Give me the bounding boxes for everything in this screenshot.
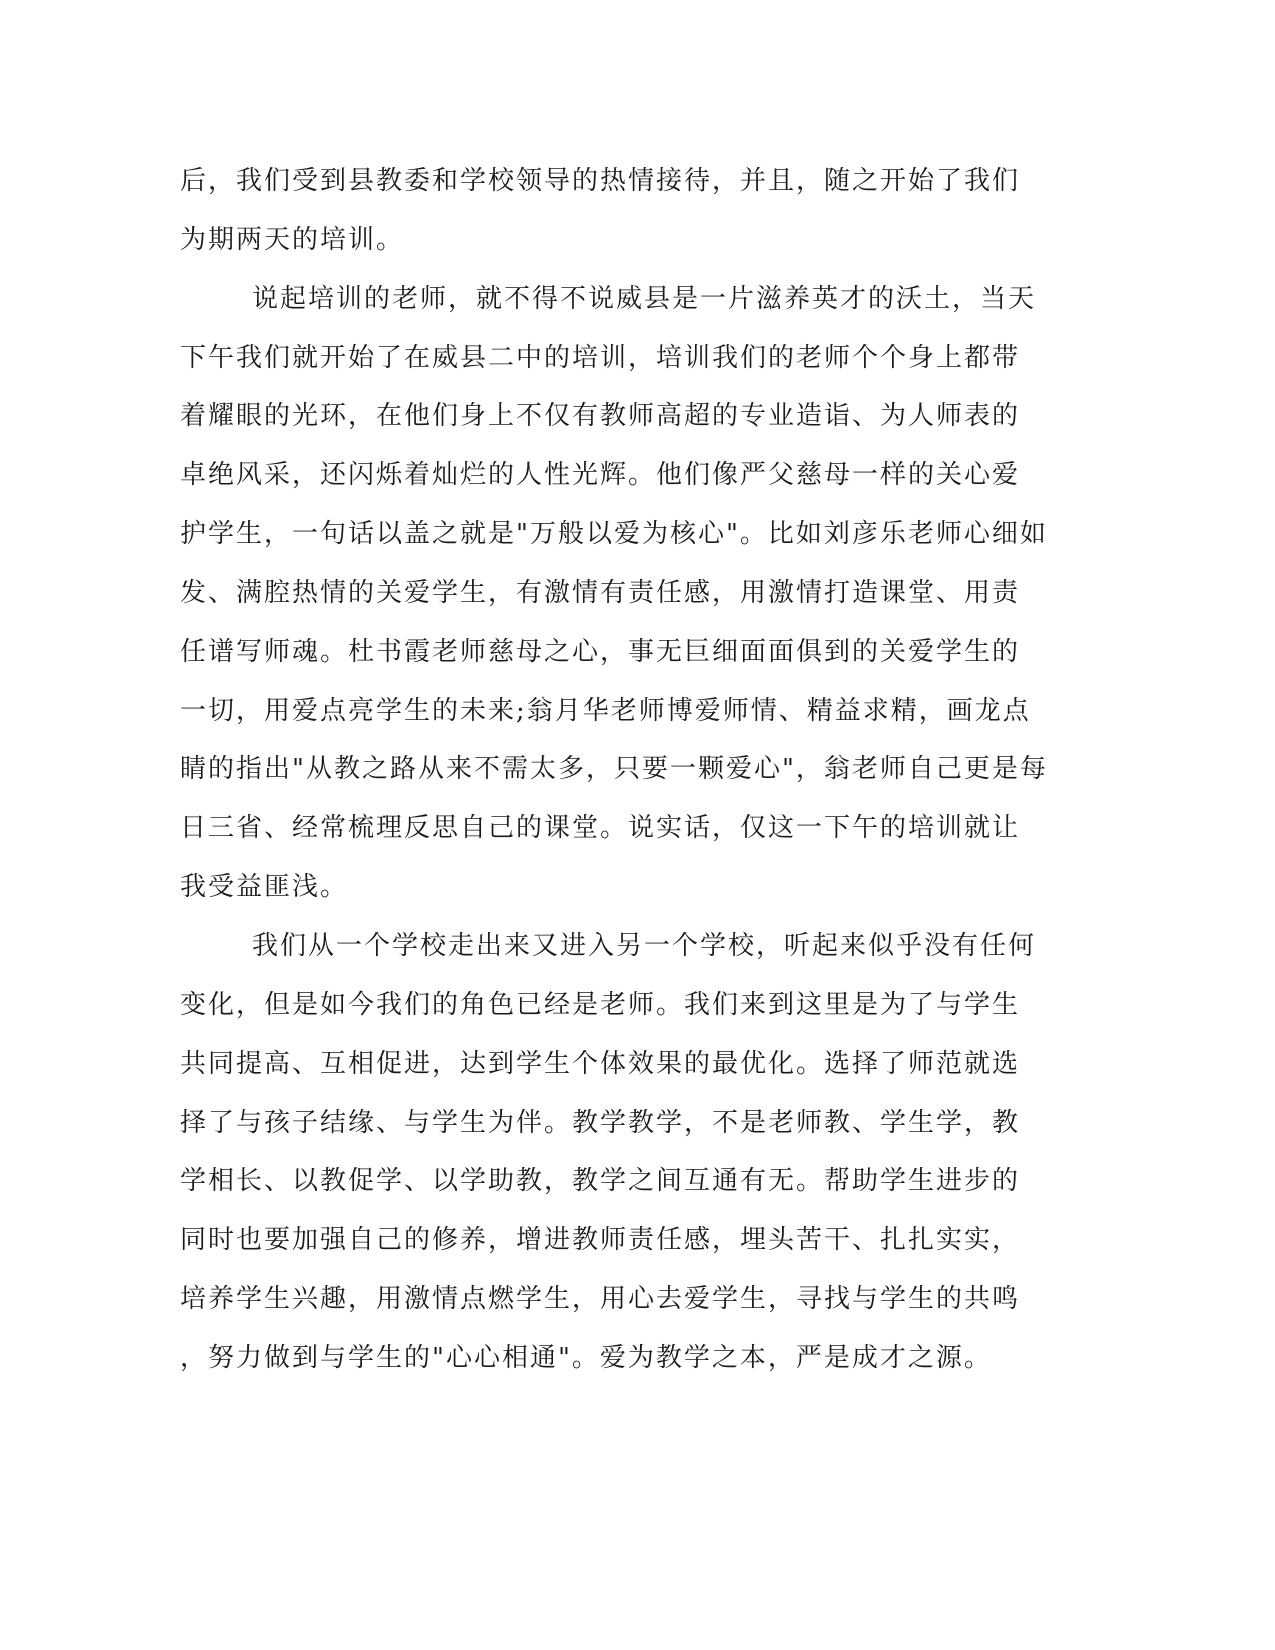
text-line: 睛的指出"从教之路从来不需太多，只要一颗爱心"，翁老师自己更是每: [180, 754, 1048, 785]
text-line: 着耀眼的光环，在他们身上不仅有教师高超的专业造诣、为人师表的: [180, 401, 1021, 432]
text-line: 共同提高、互相促进，达到学生个体效果的最优化。选择了师范就选: [180, 1048, 1021, 1079]
text-line: ，努力做到与学生的"心心相通"。爱为教学之本，严是成才之源。: [180, 1342, 992, 1373]
text-line: 护学生，一句话以盖之就是"万般以爱为核心"。比如刘彦乐老师心细如: [180, 519, 1048, 550]
text-line: 后，我们受到县教委和学校领导的热情接待，并且，随之开始了我们: [180, 166, 1021, 196]
text-line: 一切，用爱点亮学生的未来;翁月华老师博爱师情、精益求精，画龙点: [180, 695, 1031, 726]
text-line: 择了与孩子结缘、与学生为伴。教学教学，不是老师教、学生学，教: [180, 1107, 1021, 1138]
text-line: 培养学生兴趣，用激情点燃学生，用心去爱学生，寻找与学生的共鸣: [180, 1284, 1021, 1315]
text-line: 下午我们就开始了在威县二中的培训，培训我们的老师个个身上都带: [180, 342, 1021, 373]
text-line: 日三省、经常梳理反思自己的课堂。说实话，仅这一下午的培训就让: [180, 813, 1021, 844]
text-line: 为期两天的培训。: [180, 224, 405, 255]
text-line: 变化，但是如今我们的角色已经是老师。我们来到这里是为了与学生: [180, 989, 1021, 1020]
text-line: 我受益匪浅。: [180, 872, 349, 903]
text-line: 卓绝风采，还闪烁着灿烂的人性光辉。他们像严父慈母一样的关心爱: [180, 460, 1021, 491]
paragraph-first-line: 我们从一个学校走出来又进入另一个学校，听起来似乎没有任何: [252, 930, 1037, 961]
document-body: [180, 152, 1048, 1388]
text-line: 发、满腔热情的关爱学生，有激情有责任感，用激情打造课堂、用责: [180, 577, 1021, 608]
text-line: 任谱写师魂。杜书霞老师慈母之心，事无巨细面面俱到的关爱学生的: [180, 636, 1021, 667]
paragraph-first-line: 说起培训的老师，就不得不说威县是一片滋养英才的沃土，当天: [252, 283, 1037, 314]
text-line: 学相长、以教促学、以学助教，教学之间互通有无。帮助学生进步的: [180, 1166, 1021, 1197]
text-line: 同时也要加强自己的修养，增进教师责任感，埋头苦干、扎扎实实，: [180, 1225, 1021, 1256]
